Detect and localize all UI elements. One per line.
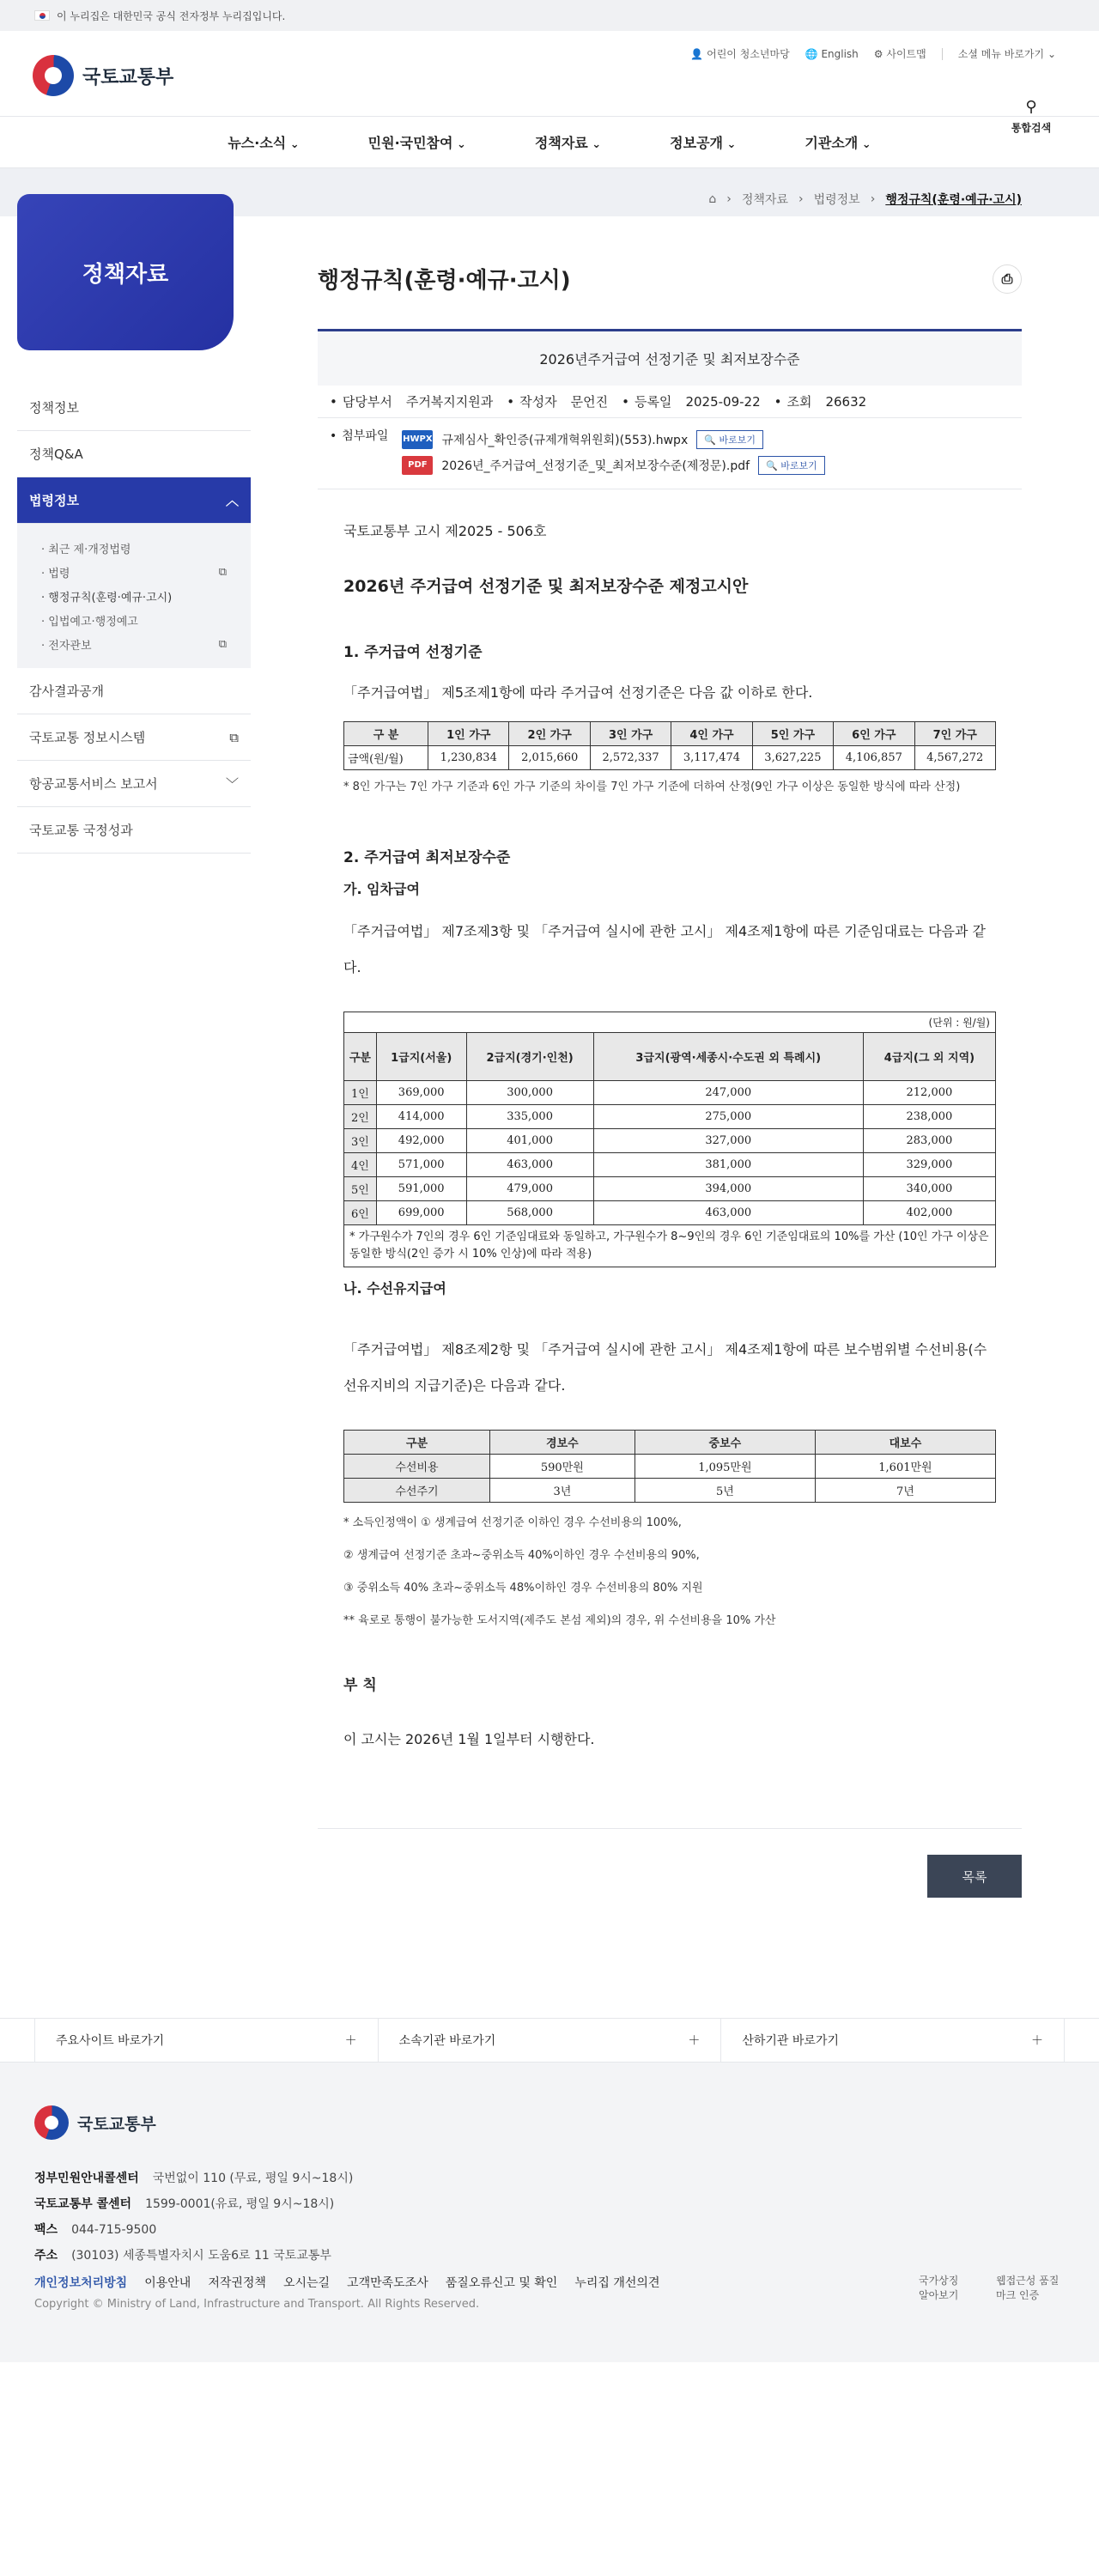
flag-icon xyxy=(34,10,50,21)
subsidiary-sites-toggle[interactable]: 산하기관 바로가기 ＋ xyxy=(720,2019,1065,2062)
lnb-sub-item[interactable]: · 법령 ⧉ xyxy=(41,565,227,580)
section-title: 2. 주거급여 최저보장수준 xyxy=(343,849,511,866)
button-row xyxy=(318,1828,1022,1898)
footer-link[interactable]: 저작권정책 xyxy=(208,2276,266,2290)
table-row xyxy=(344,1153,996,1177)
appendix-text: 이 고시는 2026년 1월 1일부터 시행한다. xyxy=(343,1731,595,1747)
table-cell: 340,000 xyxy=(863,1177,995,1201)
table-header-row: 구 분 1인 가구 2인 가구 3인 가구 4인 가구 5인 가구 6인 가구 7인 가구 xyxy=(344,722,996,746)
lnb-sub-item[interactable]: · 입법예고·행정예고 xyxy=(41,615,138,629)
post-meta xyxy=(318,386,1022,418)
table-cell: 1,601만원 xyxy=(815,1455,995,1479)
divider xyxy=(942,48,943,60)
table-row xyxy=(344,1177,996,1201)
meta-label: • 담당부서 xyxy=(330,392,392,410)
lnb-item-law-info[interactable]: 법령정보 ︿ xyxy=(17,477,251,524)
attachment-link[interactable]: 규제심사_확인증(규제개혁위원회)(553).hwpx xyxy=(441,434,689,447)
external-link-icon: ⧉ xyxy=(218,637,227,651)
major-sites-toggle[interactable]: 주요사이트 바로가기 ＋ xyxy=(34,2019,378,2062)
selection-criteria-table xyxy=(343,721,996,770)
site-logo[interactable] xyxy=(33,55,173,96)
gnb-civil[interactable]: 민원·국민참여 ⌄ xyxy=(368,132,466,152)
footer-logo xyxy=(34,2105,1065,2140)
table-row xyxy=(344,1081,996,1105)
table-cell: 275,000 xyxy=(593,1105,863,1129)
table-header-row: 구분 1급지(서울) 2급지(경기·인천) 3급지(광역·세종시·수도권 외 특례시) 4급지(그 외 지역) xyxy=(344,1033,996,1081)
meta-author: 문언진 xyxy=(570,394,609,410)
table-row xyxy=(344,1129,996,1153)
plus-icon: ＋ xyxy=(688,2034,701,2048)
attach-label: • 첨부파일 xyxy=(330,427,388,478)
print-button[interactable] xyxy=(993,264,1022,294)
footer-link[interactable]: 이용안내 xyxy=(144,2276,191,2290)
site-links-bar xyxy=(0,2018,1099,2063)
footer-link-privacy[interactable]: 개인정보처리방침 xyxy=(34,2276,128,2290)
section-title: 1. 주거급여 선정기준 xyxy=(343,644,483,661)
attachment-link[interactable]: 2026년_주거급여_선정기준_및_최저보장수준(제정문).pdf xyxy=(441,459,750,473)
row-label: 수선비용 xyxy=(344,1455,490,1479)
row-label: 4인 xyxy=(344,1153,377,1177)
lnb-submenu xyxy=(17,524,251,668)
table-cell: 381,000 xyxy=(593,1153,863,1177)
table-note: ② 생계급여 선정기준 초과~중위소득 40%이하인 경우 수선비용의 90%, xyxy=(343,1549,700,1562)
hwpx-file-icon: HWPX xyxy=(402,430,433,449)
table-cell: 394,000 xyxy=(593,1177,863,1201)
notice-number: 국토교통부 고시 제2025 - 506호 xyxy=(343,523,547,539)
table-cell: 492,000 xyxy=(376,1129,466,1153)
table-row xyxy=(344,1479,996,1503)
print-icon: ⎙ xyxy=(1001,270,1013,287)
table-cell: 571,000 xyxy=(376,1153,466,1177)
section-text: 「주거급여법」 제8조제2항 및 「주거급여 실시에 관한 고시」 제4조제1항에 따른 보수범위별 수선비용(수선유지비의 지급기준)은 다음과 같다. xyxy=(343,1341,987,1394)
affiliated-sites-toggle[interactable]: 소속기관 바로가기 ＋ xyxy=(378,2019,721,2062)
main-area xyxy=(0,168,1099,1966)
chevron-down-icon: ﹀ xyxy=(225,776,239,792)
table-cell: 463,000 xyxy=(593,1201,863,1225)
content xyxy=(318,168,1022,1898)
subsection-title: 가. 임차급여 xyxy=(343,881,420,897)
lnb-item-policy-info[interactable]: 정책정보 xyxy=(17,385,251,431)
page-title: 행정규칙(훈령·예규·고시) ⎙ xyxy=(318,263,1022,295)
table-cell: 283,000 xyxy=(863,1129,995,1153)
gnb-about[interactable]: 기관소개 ⌄ xyxy=(805,132,871,152)
util-kids-link[interactable]: 👤 어린이 청소년마당 xyxy=(690,48,790,60)
footer-link[interactable]: 오시는길 xyxy=(282,2276,331,2290)
gnb-disclosure[interactable]: 정보공개 ⌄ xyxy=(670,132,736,152)
external-link-icon: ⧉ xyxy=(218,565,227,579)
gov-banner xyxy=(0,0,1099,31)
attachments xyxy=(318,418,1022,489)
breadcrumb-item[interactable]: 법령정보 xyxy=(813,193,860,207)
table-cell: 3년 xyxy=(489,1479,635,1503)
table-cell: 7년 xyxy=(815,1479,995,1503)
gnb-policy[interactable]: 정책자료 ⌄ xyxy=(535,132,601,152)
footer-link[interactable]: 누리집 개선의견 xyxy=(574,2276,660,2290)
external-link-icon: ⧉ xyxy=(229,729,239,745)
logo-emblem-icon xyxy=(33,55,74,96)
copyright: Copyright © Ministry of Land, Infrastructure and Transport. All Rights Reserved. xyxy=(34,2298,480,2311)
lnb-sub-item-current[interactable]: · 행정규칙(훈령·예규·고시) xyxy=(41,591,173,605)
breadcrumb: ⌂ › 정책자료 › 법령정보 › 행정규칙(훈령·예규·고시) xyxy=(708,192,1022,207)
table-unit: (단위 : 원/월) xyxy=(343,1012,996,1032)
search-label: 통합검색 xyxy=(1011,122,1052,134)
rent-table xyxy=(343,1032,996,1225)
lnb-title: 정책자료 xyxy=(17,194,234,350)
accessibility-mark-link[interactable]: 웹접근성 품질마크 인증 xyxy=(996,2275,1060,2301)
footer-contact: 정부민원안내콜센터 국번없이 110 (무료, 평일 9시~18시) xyxy=(34,2172,354,2185)
table-cell: 369,000 xyxy=(376,1081,466,1105)
row-label: 2인 xyxy=(344,1105,377,1129)
lnb-sub-item[interactable]: · 최근 제·개정법령 xyxy=(41,543,131,556)
utility-menu xyxy=(690,46,1056,61)
lnb-item-policy-qa[interactable]: 정책Q&A xyxy=(17,431,251,477)
table-cell: 327,000 xyxy=(593,1129,863,1153)
table-header-row: 구분 경보수 중보수 대보수 xyxy=(344,1431,996,1455)
footer xyxy=(0,2063,1099,2362)
table-cell: 1,095만원 xyxy=(635,1455,815,1479)
attachment-row xyxy=(402,427,824,453)
lnb-item-audit[interactable]: 감사결과공개 xyxy=(17,668,251,714)
meta-label: • 작성자 xyxy=(507,392,556,410)
row-label: 3인 xyxy=(344,1129,377,1153)
list-button[interactable]: 목록 xyxy=(927,1855,1022,1898)
global-nav xyxy=(0,117,1099,168)
lnb-item-info-system[interactable]: 국토교통 정보시스템 ⧉ xyxy=(17,714,251,761)
table-cell: 247,000 xyxy=(593,1081,863,1105)
footer-marks xyxy=(919,2273,1065,2302)
table-cell: 335,000 xyxy=(466,1105,593,1129)
attachment-row xyxy=(402,453,824,478)
section-text: 「주거급여법」 제7조제3항 및 「주거급여 실시에 관한 고시」 제4조제1항에 따른 기준임대료는 다음과 같다. xyxy=(343,923,986,975)
meta-dept: 주거복지지원과 xyxy=(405,394,494,410)
national-symbol-link[interactable]: 국가상징 알아보기 xyxy=(919,2275,959,2301)
preview-button[interactable]: 🔍 바로보기 xyxy=(696,430,763,449)
preview-button[interactable]: 🔍 바로보기 xyxy=(758,456,825,475)
row-label: 6인 xyxy=(344,1201,377,1225)
meta-label: • 등록일 xyxy=(622,392,671,410)
footer-link[interactable]: 품질오류신고 및 확인 xyxy=(445,2276,558,2290)
table-cell: 414,000 xyxy=(376,1105,466,1129)
table-cell: 402,000 xyxy=(863,1201,995,1225)
lnb-item-aviation-report[interactable]: 항공교통서비스 보고서 ﹀ xyxy=(17,761,251,807)
table-note: * 8인 가구는 7인 가구 기준과 6인 가구 기준의 차이를 7인 가구 기준에 더하여 산정(9인 가구 이상은 동일한 방식에 따라 산정) xyxy=(343,781,961,793)
gov-banner-text: 이 누리집은 대한민국 공식 전자정부 누리집입니다. xyxy=(57,9,286,22)
post-title: 2026년주거급여 선정기준 및 최저보장수준 xyxy=(318,329,1022,386)
row-label: 수선주기 xyxy=(344,1479,490,1503)
subsection-title: 나. 수선유지급여 xyxy=(343,1280,446,1297)
search-icon: ⚲ xyxy=(1025,98,1037,116)
meta-date: 2025-09-22 xyxy=(685,393,761,410)
doc-heading: 2026년 주거급여 선정기준 및 최저보장수준 제정고시안 xyxy=(343,577,749,596)
table-note: ** 육로로 통행이 불가능한 도서지역(제주도 본섬 제외)의 경우, 위 수선비용을 10% 가산 xyxy=(343,1614,776,1627)
table-cell: 699,000 xyxy=(376,1201,466,1225)
lnb-list xyxy=(17,385,251,854)
meta-label: • 조회 xyxy=(774,392,812,410)
header xyxy=(0,31,1099,134)
table-cell: 463,000 xyxy=(466,1153,593,1177)
table-note: ③ 중위소득 40% 초과~중위소득 48%이하인 경우 수선비용의 80% 지원 xyxy=(343,1582,703,1595)
table-cell: 568,000 xyxy=(466,1201,593,1225)
row-label: 5인 xyxy=(344,1177,377,1201)
home-icon[interactable]: ⌂ xyxy=(708,192,717,206)
table-row xyxy=(344,1455,996,1479)
table-row: 금액(원/월) 1,230,834 2,015,660 2,572,337 3,117,474 3,627,225 4,106,857 4,567,272 xyxy=(344,746,996,770)
table-cell: 5년 xyxy=(635,1479,815,1503)
lnb-sub-item[interactable]: · 전자관보 ⧉ xyxy=(41,637,227,653)
table-cell: 479,000 xyxy=(466,1177,593,1201)
pdf-file-icon: PDF xyxy=(402,456,433,475)
footer-links xyxy=(34,2274,1065,2291)
lnb-item-achievements[interactable]: 국토교통 국정성과 xyxy=(17,807,251,854)
table-cell: 590만원 xyxy=(489,1455,635,1479)
appendix-title: 부 칙 xyxy=(343,1677,377,1694)
table-cell: 300,000 xyxy=(466,1081,593,1105)
table-cell: 238,000 xyxy=(863,1105,995,1129)
table-cell: 591,000 xyxy=(376,1177,466,1201)
table-note: * 가구원수가 7인의 경우 6인 기준임대료와 동일하고, 가구원수가 8~9인의 경우 6인 기준임대료의 10%를 가산 (10인 가구 이상은 동일한 방식(2인 증가 시 10% 인상)에 따라 적용) xyxy=(343,1225,996,1267)
table-cell: 401,000 xyxy=(466,1129,593,1153)
table-cell: 212,000 xyxy=(863,1081,995,1105)
breadcrumb-current[interactable]: 행정규칙(훈령·예규·고시) xyxy=(885,193,1022,207)
repair-table xyxy=(343,1430,996,1503)
util-english-link[interactable]: 🌐 English xyxy=(805,47,859,60)
chevron-up-icon: ︿ xyxy=(225,493,239,508)
footer-contact: 팩스 044-715-9500 xyxy=(34,2223,157,2237)
footer-link[interactable]: 고객만족도조사 xyxy=(347,2276,428,2290)
social-menu-shortcut[interactable]: 소셜 메뉴 바로가기 ⌄ xyxy=(957,48,1056,60)
footer-address: 주소 (30103) 세종특별자치시 도움6로 11 국토교통부 xyxy=(34,2249,331,2263)
plus-icon: ＋ xyxy=(1031,2034,1044,2048)
table-row xyxy=(344,1105,996,1129)
plus-icon: ＋ xyxy=(344,2034,357,2048)
search-button[interactable] xyxy=(1006,100,1056,135)
table-cell: 329,000 xyxy=(863,1153,995,1177)
logo-emblem-icon xyxy=(34,2105,69,2140)
breadcrumb-item[interactable]: 정책자료 xyxy=(741,193,788,207)
left-nav xyxy=(17,194,251,854)
gnb-news[interactable]: 뉴스·소식 ⌄ xyxy=(228,132,299,152)
table-note: * 소득인정액이 ① 생계급여 선정기준 이하인 경우 수선비용의 100%, xyxy=(343,1516,682,1529)
logo-text: 국토교통부 xyxy=(82,66,174,88)
footer-contact: 국토교통부 콜센터 1599-0001(유료, 평일 9시~18시) xyxy=(34,2197,335,2211)
post-body xyxy=(318,489,1022,1794)
meta-views: 26632 xyxy=(825,393,867,410)
section-text: 「주거급여법」 제5조제1항에 따라 주거급여 선정기준은 다음 값 이하로 한다. xyxy=(343,684,813,701)
footer-logo-text: 국토교통부 xyxy=(77,2114,156,2134)
row-label: 1인 xyxy=(344,1081,377,1105)
table-row xyxy=(344,1201,996,1225)
util-sitemap-link[interactable]: ⚙ 사이트맵 xyxy=(873,48,926,60)
